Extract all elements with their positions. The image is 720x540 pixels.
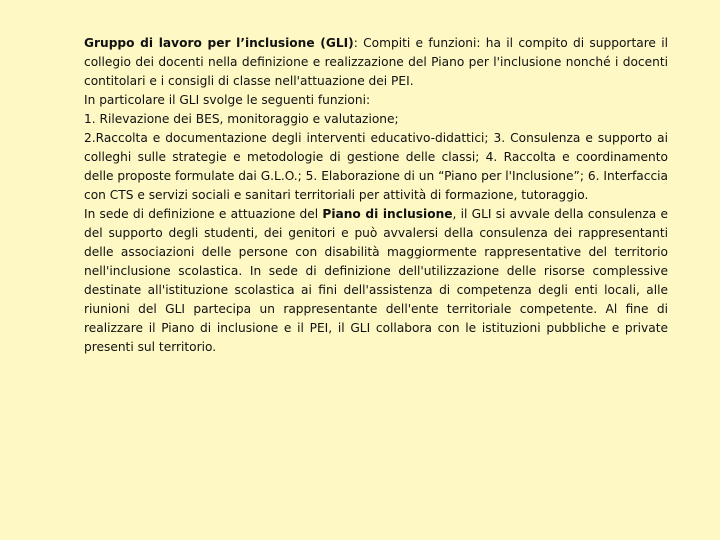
- plan-inclusion-bold: Piano di inclusione: [322, 207, 453, 221]
- paragraph-plan-inclusion: [84, 205, 668, 357]
- plan-text-after: , il GLI si avvale della consulenza e del supporto degli studenti, dei genitori e può avvalersi della consulenza dei rappresentanti delle associazioni delle persone con disabilità maggiormente rappresentative del territorio nell'inclusione scolastica. In sede di definizione dell'utilizzazione delle risorse complessive destinate all'istituzione scolastica ai fini dell'assistenza di competenza degli enti locali, alle riunioni del GLI partecipa un rappresentante dell'ente territoriale competente. Al fine di realizzare il Piano di inclusione e il PEI, il GLI collabora con le istituzioni pubbliche e private presenti sul territorio.: [84, 207, 668, 354]
- gli-title: Gruppo di lavoro per l’inclusione (GLI): [84, 36, 354, 50]
- plan-text-before: In sede di definizione e attuazione del: [84, 207, 323, 221]
- paragraph-function-1: 1. Rilevazione dei BES, monitoraggio e valutazione;: [84, 112, 399, 126]
- gli-intro-text: : Compiti e funzioni: ha il compito di supportare il collegio dei docenti nella definizione e realizzazione del Piano per l'inclusione nonché i docenti contitolari e i consigli di classe nell'attuazione dei PEI.: [84, 36, 668, 88]
- paragraph-gli-intro: [84, 34, 668, 91]
- paragraph-functions-list: 2.Raccolta e documentazione degli interventi educativo-didattici; 3. Consulenza e supporto ai colleghi sulle strategie e metodologie di gestione delle classi; 4. Raccolta e coordinamento delle proposte formulate dai G.L.O.; 5. Elaborazione di un “Piano per l'Inclusione”; 6. Interfaccia con CTS e servizi sociali e sanitari territoriali per attività di formazione, tutoraggio.: [84, 131, 668, 202]
- body-text-block: [84, 34, 668, 357]
- paragraph-functions-heading: In particolare il GLI svolge le seguenti funzioni:: [84, 93, 371, 107]
